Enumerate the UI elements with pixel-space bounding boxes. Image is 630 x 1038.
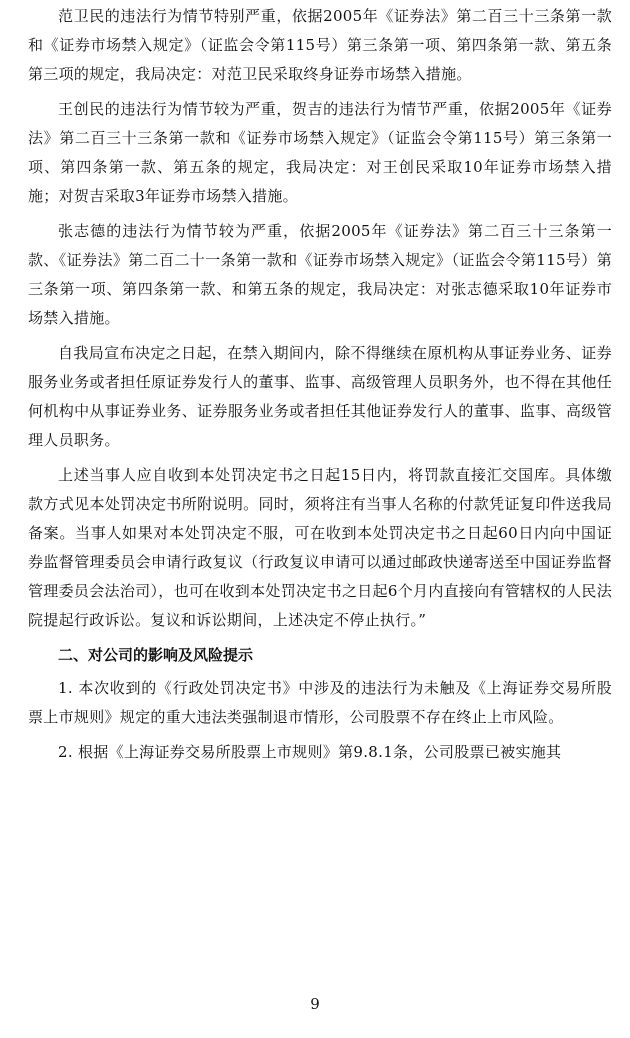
paragraph-zhang-zhide: 张志德的违法行为情节较为严重，依据2005年《证券法》第二百三十三条第一款、《证券法》第二百二十一条第一款和《证券市场禁入规定》（证监会令第115号）第三条第一项、第四条第一款、和第五条的规定，我局决定：对张志德采取10年证券市场禁入措施。 — [28, 222, 612, 327]
section-heading: 二、对公司的影响及风险提示 — [58, 646, 254, 664]
list-item-2: 2. 根据《上海证券交易所股票上市规则》第9.8.1条，公司股票已被实施其 — [58, 743, 562, 761]
list-item-1: 1. 本次收到的《行政处罚决定书》中涉及的违法行为未触及《上海证券交易所股票上市规则》规定的重大违法类强制退市情形，公司股票不存在终止上市风险。 — [28, 679, 612, 726]
paragraph-payment-appeal: 上述当事人应自收到本处罚决定书之日起15日内，将罚款直接汇交国库。具体缴款方式见本处罚决定书所附说明。同时，须将注有当事人名称的付款凭证复印件送我局备案。当事人如果对本处罚决定不服，可在收到本处罚决定书之日起60日内向中国证券监督管理委员会申请行政复议（行政复议申请可以通过邮政快递寄送至中国证券监督管理委员会法治司），也可在收到本处罚决定书之日起6个月内直接向有管辖权的人民法院提起行政诉讼。复议和诉讼期间，上述决定不停止执行。” — [28, 466, 612, 629]
paragraph-fan-weimin: 范卫民的违法行为情节特别严重，依据2005年《证券法》第二百三十三条第一款和《证券市场禁入规定》（证监会令第115号）第三条第一项、第四条第一款、第五条第三项的规定，我局决定：对范卫民采取终身证券市场禁入措施。 — [28, 7, 612, 83]
page-number: 9 — [310, 995, 320, 1013]
document-page — [28, 2, 612, 773]
paragraph-ban-scope: 自我局宣布决定之日起，在禁入期间内，除不得继续在原机构从事证券业务、证券服务业务或者担任原证券发行人的董事、监事、高级管理人员职务外，也不得在其他任何机构中从事证券业务、证券服务业务或者担任其他证券发行人的董事、监事、高级管理人员职务。 — [28, 344, 612, 449]
paragraph-wang-chuangmin: 王创民的违法行为情节较为严重，贺吉的违法行为情节严重，依据2005年《证券法》第二百三十三条第一款和《证券市场禁入规定》（证监会令第115号）第三条第一项、第四条第一款、第五条的规定，我局决定：对王创民采取10年证券市场禁入措施；对贺吉采取3年证券市场禁入措施。 — [28, 100, 612, 205]
